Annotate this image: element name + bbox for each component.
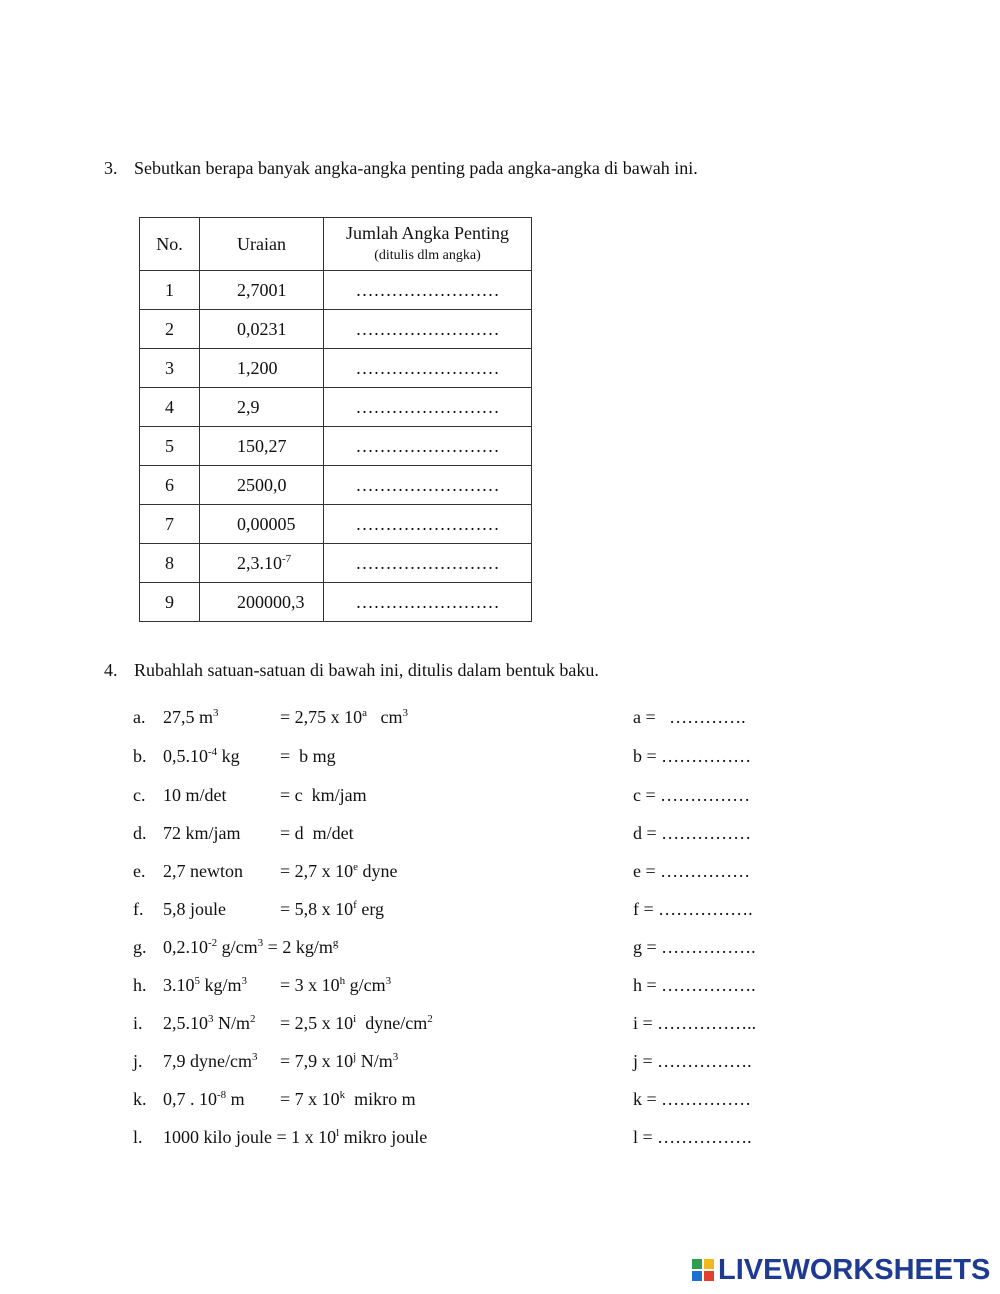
item-rhs: = c km/jam (280, 785, 367, 805)
item-rhs (280, 1049, 398, 1073)
lhs-exponent: 3 (208, 1013, 214, 1025)
rhs-unit: g/cm (345, 975, 386, 995)
liveworksheets-logo-icon (692, 1259, 714, 1281)
rhs-unit: dyne (358, 861, 398, 881)
rhs-unit: dyne/cm (356, 1013, 428, 1033)
table-row (140, 544, 532, 583)
value-base: 2,3.10 (237, 552, 282, 573)
lhs-text: 0,2.10 (163, 937, 208, 957)
expression-unit: mikro joule (339, 1127, 428, 1147)
table-header-row (140, 218, 532, 271)
conversion-item-j (133, 1049, 793, 1073)
row-no: 4 (140, 388, 200, 427)
item-letter: k. (133, 1089, 147, 1109)
rhs-unit-exponent: 3 (402, 707, 409, 719)
table-row (140, 466, 532, 505)
rhs-text: = 3 x 10 (280, 975, 340, 995)
lhs-unit: N/m (213, 1013, 251, 1033)
header-jumlah-title: Jumlah Angka Penting (346, 223, 509, 243)
rhs-exponent: a (362, 707, 368, 719)
answer-blank[interactable]: k = …………… (633, 1089, 752, 1109)
item-lhs: 2,7 newton (163, 861, 243, 881)
item-letter: d. (133, 823, 147, 843)
row-no: 8 (140, 544, 200, 583)
brand-name: LIVEWORKSHEETS (718, 1253, 991, 1286)
table-row (140, 271, 532, 310)
lhs-text: 7,9 dyne/cm (163, 1051, 252, 1071)
answer-blank[interactable]: …………………… (324, 505, 532, 544)
item-letter: i. (133, 1013, 143, 1033)
rhs-text: = 7 x 10 (280, 1089, 340, 1109)
question-text: Rubahlah satuan-satuan di bawah ini, ditulis dalam bentuk baku. (134, 660, 599, 680)
table-row (140, 310, 532, 349)
item-lhs (163, 1087, 245, 1111)
item-lhs (163, 1011, 256, 1035)
lhs-unit-exponent: 2 (250, 1013, 256, 1025)
answer-blank[interactable]: …………………… (324, 583, 532, 622)
liveworksheets-logo[interactable] (692, 1255, 990, 1285)
conversion-item-a (133, 705, 793, 729)
conversion-item-f (133, 897, 793, 921)
item-rhs: = d m/det (280, 823, 354, 843)
rhs-unit-exponent: 3 (392, 1051, 399, 1063)
conversion-item-e (133, 859, 793, 883)
answer-blank[interactable]: f = ……………. (633, 899, 753, 919)
lhs-text: 27,5 m (163, 707, 214, 727)
answer-blank[interactable]: …………………… (324, 271, 532, 310)
item-lhs (163, 705, 219, 729)
lhs-exponent: -4 (208, 746, 218, 758)
item-lhs (163, 973, 247, 997)
answer-blank[interactable]: a = …………. (633, 707, 746, 727)
header-jumlah-note: (ditulis dlm angka) (374, 248, 481, 263)
rhs-unit: erg (356, 899, 384, 919)
item-rhs (280, 973, 391, 997)
rhs-exponent: h (339, 975, 346, 987)
value-exponent: -7 (282, 552, 292, 565)
rhs-exponent: e (353, 861, 359, 873)
rhs-text: = 7,9 x 10 (280, 1051, 354, 1071)
item-rhs (280, 1011, 433, 1035)
lhs-unit: kg/m (200, 975, 242, 995)
item-letter: g. (133, 937, 147, 957)
answer-blank[interactable]: …………………… (324, 388, 532, 427)
rhs-text: = 2,75 x 10 (280, 707, 363, 727)
item-lhs (163, 1049, 257, 1073)
question-text: Sebutkan berapa banyak angka-angka penting pada angka-angka di bawah ini. (134, 158, 698, 178)
question-number: 3. (104, 158, 118, 178)
answer-blank[interactable]: i = …………….. (633, 1013, 757, 1033)
answer-blank[interactable]: l = ……………. (633, 1127, 752, 1147)
row-no: 7 (140, 505, 200, 544)
rhs-text: = 2,7 x 10 (280, 861, 354, 881)
item-rhs: = b mg (280, 746, 336, 766)
conversion-item-i (133, 1011, 793, 1035)
header-no: No. (140, 218, 200, 271)
rhs-exponent: j (353, 1051, 357, 1063)
rhs-text: = 2,5 x 10 (280, 1013, 354, 1033)
answer-blank[interactable]: …………………… (324, 310, 532, 349)
answer-blank[interactable]: d = …………… (633, 823, 752, 843)
lhs-exponent: 3 (251, 1051, 258, 1063)
lhs-text: 2,5.10 (163, 1013, 208, 1033)
significant-figures-table (139, 217, 532, 622)
item-letter: h. (133, 975, 147, 995)
row-value: 2,9 (200, 388, 324, 427)
lhs-text: 3.10 (163, 975, 195, 995)
lhs-unit: kg (217, 746, 240, 766)
conversion-item-l (133, 1125, 793, 1149)
rhs-unit: N/m (356, 1051, 393, 1071)
header-uraian: Uraian (200, 218, 324, 271)
table-row (140, 583, 532, 622)
conversion-item-c (133, 783, 793, 807)
item-letter: b. (133, 746, 147, 766)
rhs-exponent: i (353, 1013, 357, 1025)
rhs-text: = 5,8 x 10 (280, 899, 354, 919)
answer-blank[interactable]: …………………… (324, 466, 532, 505)
row-value: 2500,0 (200, 466, 324, 505)
item-rhs (280, 705, 408, 729)
lhs-unit-exponent: 3 (241, 975, 248, 987)
table-row (140, 505, 532, 544)
row-no: 3 (140, 349, 200, 388)
question-number: 4. (104, 660, 118, 680)
rhs-unit: mikro m (345, 1089, 416, 1109)
item-lhs: 72 km/jam (163, 823, 241, 843)
row-value: 0,00005 (200, 505, 324, 544)
item-lhs: 10 m/det (163, 785, 227, 805)
lhs-exponent: 3 (213, 707, 219, 719)
item-letter: e. (133, 861, 146, 881)
row-no: 2 (140, 310, 200, 349)
row-value: 200000,3 (200, 583, 324, 622)
rhs-exponent: g (332, 937, 339, 949)
row-value: 2,7001 (200, 271, 324, 310)
row-no: 6 (140, 466, 200, 505)
row-value: 1,200 (200, 349, 324, 388)
item-letter: j. (133, 1051, 143, 1071)
row-no: 9 (140, 583, 200, 622)
item-letter: l. (133, 1127, 143, 1147)
rhs-exponent: k (339, 1089, 346, 1101)
table-row (140, 349, 532, 388)
answer-blank[interactable]: b = …………… (633, 746, 752, 766)
answer-blank[interactable]: c = …………… (633, 785, 751, 805)
row-value: 0,0231 (200, 310, 324, 349)
lhs-unit: m (226, 1089, 245, 1109)
lhs-exponent: -8 (217, 1089, 227, 1101)
item-lhs (163, 744, 240, 768)
row-value (200, 544, 324, 583)
lhs-unit-exponent: 3 (257, 937, 264, 949)
lhs-exponent: -2 (208, 937, 218, 949)
item-letter: c. (133, 785, 146, 805)
rhs-unit-exponent: 3 (385, 975, 392, 987)
expression-text: 1000 kilo joule = 1 x 10 (163, 1127, 337, 1147)
conversion-item-h (133, 973, 793, 997)
item-lhs: 5,8 joule (163, 899, 226, 919)
conversion-item-b (133, 744, 793, 768)
item-lhs (163, 935, 338, 959)
conversion-item-g (133, 935, 793, 959)
conversion-item-d (133, 821, 793, 845)
rhs-unit: cm (367, 707, 403, 727)
header-jumlah (324, 218, 532, 271)
row-no: 1 (140, 271, 200, 310)
answer-blank[interactable]: h = ……………. (633, 975, 756, 995)
rhs-text: = 2 kg/m (263, 937, 333, 957)
lhs-exponent: 5 (194, 975, 200, 987)
answer-blank[interactable]: j = ……………. (633, 1051, 752, 1071)
lhs-text: 0,7 . 10 (163, 1089, 217, 1109)
item-rhs (280, 859, 398, 883)
rhs-exponent: f (353, 899, 357, 911)
item-letter: f. (133, 899, 144, 919)
answer-blank[interactable]: …………………… (324, 427, 532, 466)
item-letter: a. (133, 707, 146, 727)
lhs-text: 0,5.10 (163, 746, 208, 766)
lhs-unit: g/cm (217, 937, 258, 957)
expression-exponent: l (336, 1127, 340, 1139)
answer-blank[interactable]: e = …………… (633, 861, 751, 881)
item-rhs (280, 1087, 416, 1111)
table-row (140, 388, 532, 427)
conversion-item-k (133, 1087, 793, 1111)
answer-blank[interactable]: g = ……………. (633, 937, 756, 957)
item-rhs (280, 897, 384, 921)
rhs-unit-exponent: 2 (427, 1013, 433, 1025)
table-row (140, 427, 532, 466)
item-expression (163, 1125, 427, 1149)
answer-blank[interactable]: …………………… (324, 544, 532, 583)
answer-blank[interactable]: …………………… (324, 349, 532, 388)
row-no: 5 (140, 427, 200, 466)
row-value: 150,27 (200, 427, 324, 466)
